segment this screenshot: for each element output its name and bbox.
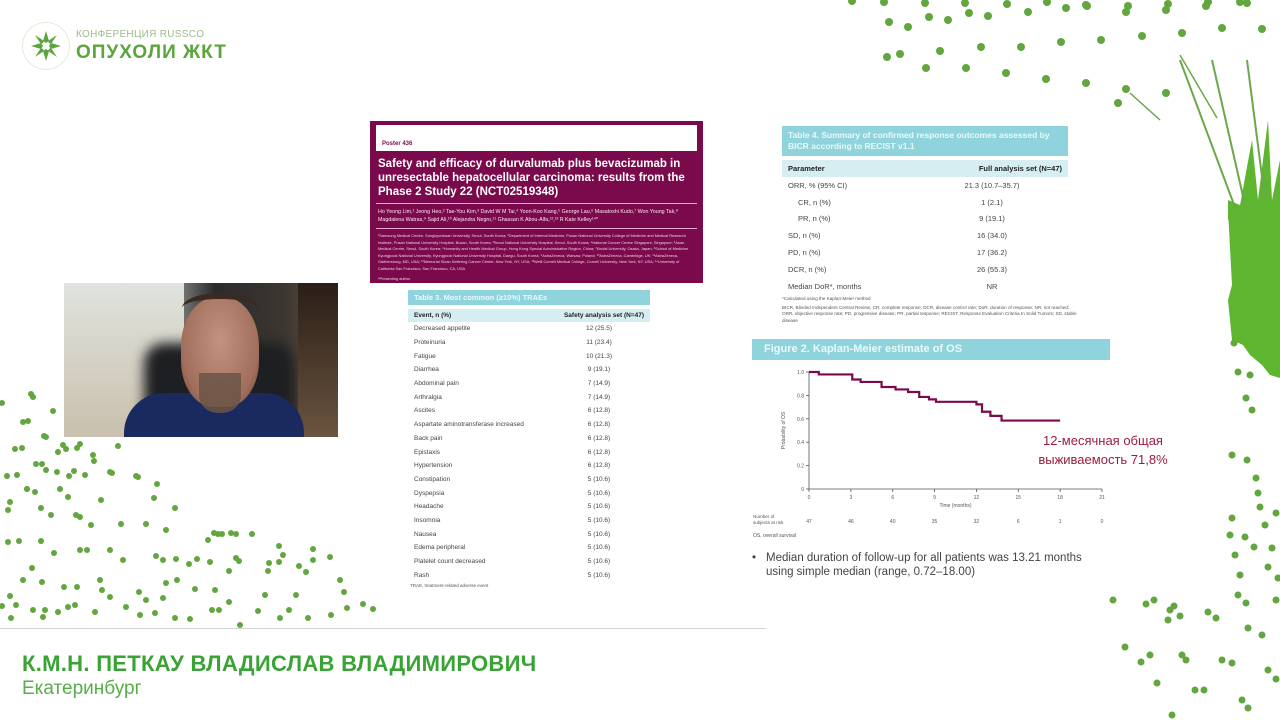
event-value: 5 (10.6) [587,544,611,552]
svg-text:40: 40 [889,519,896,525]
table-3-header [408,309,650,322]
svg-text:3: 3 [849,495,853,501]
table-row [408,404,650,418]
table-row [408,473,650,487]
svg-text:0.4: 0.4 [797,440,804,447]
table-row [408,568,650,582]
table-4-response [782,126,1068,295]
footer-divider [0,628,766,629]
event-name: Dyspepsia [414,489,445,497]
speaker-city: Екатеринбург [22,678,142,699]
table-row [408,486,650,500]
event-name: Platelet count decreased [414,558,486,566]
svg-text:0: 0 [807,495,811,501]
svg-text:15: 15 [1015,495,1022,501]
event-name: Headache [414,503,444,511]
event-name: Fatigue [414,352,436,360]
speaker-webcam-feed [64,283,338,437]
poster-header [370,121,703,283]
svg-text:6: 6 [891,495,895,501]
column-header: Event, n (%) [414,312,452,319]
event-name: Aspartate aminotransferase increased [414,421,524,429]
svg-text:1: 1 [1058,519,1062,525]
table-3-footnote: TRAE, treatment-related adverse event [410,583,489,589]
svg-text:1.0: 1.0 [797,370,804,376]
event-value: 6 (12.8) [587,421,611,429]
svg-text:Time (months): Time (months) [939,503,972,509]
event-value: 5 (10.6) [587,475,611,483]
column-header: Parameter [788,164,825,173]
table-row [408,390,650,404]
table-row [408,555,650,569]
event-name: Decreased appetite [414,325,471,333]
table-row [408,541,650,555]
table-4-caption: Table 4. Summary of confirmed response outcomes assessed by BICR according to RECIST v1.1 [782,126,1068,156]
event-name: Epistaxis [414,448,441,456]
svg-text:subjects at risk: subjects at risk [753,520,784,525]
figure-2-caption: Figure 2. Kaplan-Meier estimate of OS [752,339,1110,360]
event-value: 5 (10.6) [587,503,611,511]
presenting-author-note: *Presenting author [378,276,411,281]
svg-text:47: 47 [806,519,812,525]
conference-title: ОПУХОЛИ ЖКТ [76,41,227,63]
parameter-name: PD, n (%) [788,248,821,258]
event-name: Insomnia [414,516,441,524]
poster-title: Safety and efficacy of durvalumab plus bevacizumab in unresectable hepatocellular carcinoma: results from the Phase 2 Study 22 (NCT02519348) [378,158,685,198]
table-row [408,336,650,350]
event-value: 6 (12.8) [587,407,611,415]
event-value: 7 (14.9) [587,393,611,401]
svg-text:21: 21 [1099,495,1105,501]
table-row [408,527,650,541]
svg-text:Number of: Number of [753,514,775,519]
star-burst-logo-icon [22,22,70,70]
event-value: 5 (10.6) [587,571,611,579]
table-4-abbreviations: BICR, Blinded Independent Central Review; CR, complete response; DCR, disease control rate; DoR, duration of response; NR, not reached; ORR, objective response rate; PD, progressive disease; PR, partial response; RECIST, Response Evaluation Criteria In Solid Tumors; SD, stable disease [782,304,1077,323]
svg-text:OS, overall survival: OS, overall survival [753,533,797,539]
conference-label: КОНФЕРЕНЦИЯ RUSSCO [76,28,205,40]
table-row [408,445,650,459]
table-row [782,244,1068,261]
table-4-notes [782,296,1082,324]
parameter-name: DCR, n (%) [788,264,827,274]
followup-text: Median duration of follow-up for all patients was 13.21 months using simple median (range, 0.72–18.00) [766,552,1082,578]
svg-text:0: 0 [1100,519,1104,525]
svg-text:0.8: 0.8 [797,393,804,400]
table-4-header [782,160,1068,177]
poster-affiliations: ¹Samsung Medical Centre, Sungkyunkwan University, Seoul, South Korea; ²Department of Internal Medicine, Pusan National University College of Medicine and Medical Research Institute, Pusan National University Hospital, Busan, South Korea; ³Seoul National University Hospital, Seoul, South Korea; ⁴National Cancer Centre Singapore, Singapore; ⁵Asan Medical Centre, Seoul, South Korea; ⁶Humanity and Health Medical Group, Hong Kong Special Administrative Region, China; ⁷Kindai University, Osaka, Japan; ⁸School of Medicine Kyungpook National University, Kyungpook National University Hospital, Daegu, South Korea; ⁹AstraZeneca, Warsaw, Poland; ¹⁰AstraZeneca, Cambridge, UK; ¹¹AstraZeneca, Gaithersburg, MD, USA; ¹²Memorial Sloan Kettering Cancer Center, New York, NY, USA; ¹³Weill Cornell Medical College, Cornell University, New York, NY, USA; ¹⁴University of California San Francisco, San Francisco, CA, USA [378,233,689,271]
parameter-value: 17 (36.2) [976,248,1008,258]
event-name: Hypertension [414,462,453,470]
parameter-name: PR, n (%) [798,214,831,224]
table-row [782,278,1068,295]
event-value: 5 (10.6) [587,516,611,524]
svg-text:18: 18 [1057,495,1063,501]
svg-text:0.6: 0.6 [797,416,804,423]
speaker-name: К.М.Н. ПЕТКАУ ВЛАДИСЛАВ ВЛАДИМИРОВИЧ [22,651,537,676]
event-value: 10 (21.3) [585,352,613,360]
event-value: 11 (23.4) [586,339,612,347]
table-row [408,377,650,391]
svg-text:9: 9 [933,495,936,501]
svg-text:12: 12 [973,495,980,501]
event-name: Edema peripheral [414,544,466,552]
event-value: 5 (10.6) [587,489,611,497]
poster-number: Poster 436 [376,125,697,151]
table-4-footnote: *Calculated using the Kaplan-Meier method [782,296,871,301]
poster-authors: Ho Yeong Lim,¹ Jeong Heo,² Tae-You Kim,³ David W M Tai,⁴ Yoon-Koo Kang,⁵ George Lau,⁶ Masatoshi Kudo,⁷ Won Young Tak,⁸ Magdalena Watras,⁹ Sajid Ali,¹⁰ Alejandra Negro,¹¹ Ghassan K Abou-Alfa,¹²,¹³ R Kate Kelley¹⁴* [378,209,678,223]
event-name: Diarrhea [414,366,439,374]
svg-text:0: 0 [801,487,804,493]
parameter-name: SD, n (%) [788,231,821,241]
svg-text:46: 46 [848,519,854,525]
table-3-caption: Table 3. Most common (≥10%) TRAEs [408,290,650,305]
event-name: Back pain [414,434,443,442]
event-name: Proteinuria [414,339,446,347]
parameter-name: ORR, % (95% CI) [788,180,848,190]
event-value: 12 (25.5) [585,325,613,333]
table-row [782,227,1068,244]
table-row [408,322,650,336]
event-value: 6 (12.8) [587,434,611,442]
event-name: Rash [414,571,430,579]
event-value: 5 (10.6) [587,558,611,566]
table-row [408,432,650,446]
parameter-value: 16 (34.0) [976,231,1008,241]
table-row [408,418,650,432]
event-name: Abdominal pain [414,380,459,388]
event-value: 9 (19.1) [587,366,611,374]
table-row [782,194,1068,211]
event-value: 6 (12.8) [587,448,611,456]
event-name: Arthralgia [414,393,442,401]
parameter-value: 1 (2.1) [981,197,1003,207]
event-name: Nausea [414,530,437,538]
parameter-value: 21.3 (10.7–35.7) [964,180,1020,190]
table-row [782,211,1068,228]
table-row [782,261,1068,278]
svg-text:0.2: 0.2 [797,463,804,470]
event-value: 6 (12.8) [587,462,611,470]
table-row [408,500,650,514]
parameter-value: NR [986,281,998,291]
table-row [408,514,650,528]
table-row [408,459,650,473]
table-row [408,363,650,377]
parameter-name: CR, n (%) [798,197,831,207]
conference-logo [22,22,227,70]
table-row [408,349,650,363]
parameter-value: 26 (55.3) [976,264,1008,274]
svg-text:6: 6 [1016,519,1020,525]
event-value: 7 (14.9) [587,380,611,388]
parameter-value: 9 (19.1) [979,214,1005,224]
event-value: 5 (10.6) [587,530,611,538]
event-name: Ascites [414,407,435,415]
event-name: Constipation [414,475,451,483]
table-row [782,177,1068,194]
followup-bullet [752,551,1112,579]
bullet-icon: • [752,552,757,564]
svg-text:32: 32 [973,519,980,525]
column-header: Full analysis set (N=47) [978,164,1062,173]
table-3-traes [408,290,650,589]
survival-annotation: 12-месячная общая выживаемость 71,8% [1038,433,1168,467]
svg-text:Probability of OS: Probability of OS [781,411,787,450]
svg-text:35: 35 [931,519,938,525]
parameter-name: Median DoR*, months [788,281,862,291]
column-header: Safety analysis set (N=47) [563,312,644,319]
